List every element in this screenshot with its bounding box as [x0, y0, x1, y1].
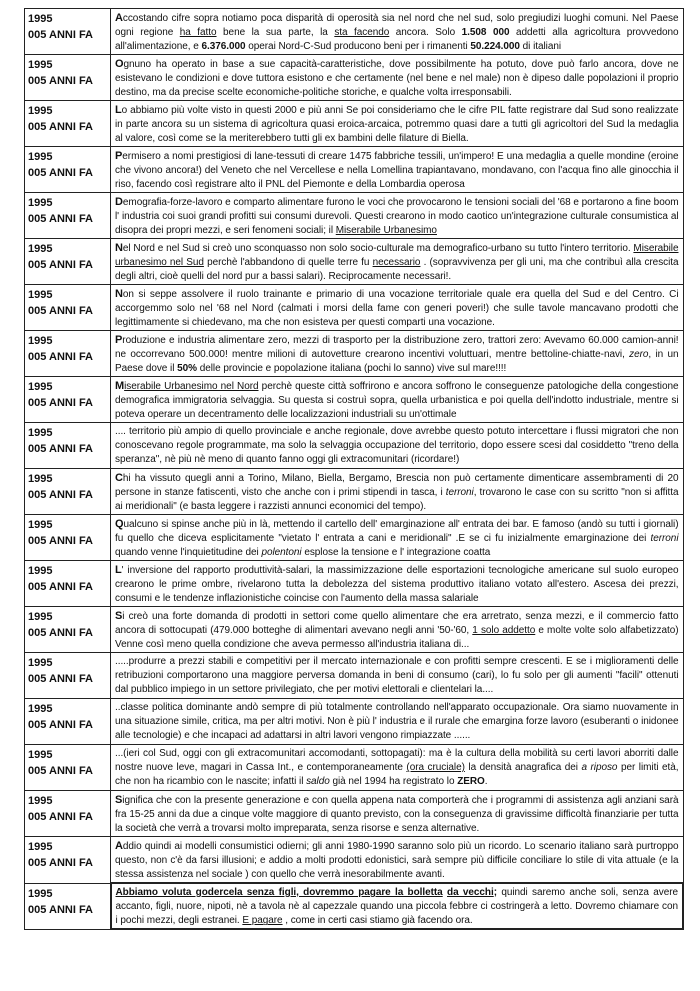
years-ago-label: 005 ANNI FA: [28, 535, 94, 547]
date-cell: [25, 699, 111, 745]
text-segment: .: [484, 776, 488, 788]
paragraph-cell: [111, 423, 684, 469]
text-segment: 1 solo addetto: [472, 625, 536, 637]
table-row: [25, 331, 684, 377]
text-segment: hi ha vissuto quegli anni a Torino, Milano, Biella, Bergamo, Brescia non può certamente dimenticare assembramenti di 20 persone in stanze fatiscenti, visto che anche con i primi stipendi in tasca, i: [115, 473, 679, 499]
paragraph-text: [111, 331, 683, 376]
table-body: [25, 9, 684, 930]
text-segment: ancora. Solo: [389, 27, 462, 39]
years-ago-label: 005 ANNI FA: [28, 673, 94, 685]
initial-letter: O: [115, 58, 124, 70]
years-ago-label: 005 ANNI FA: [28, 581, 94, 593]
text-segment: ;: [493, 887, 498, 898]
years-ago-label: 005 ANNI FA: [28, 397, 94, 409]
text-segment: operai Nord-C-Sud producono beni per i rimanenti: [245, 41, 471, 53]
text-segment: zero: [629, 349, 649, 361]
table-row: [25, 883, 684, 929]
document-page: [24, 8, 684, 930]
table-row: [25, 561, 684, 607]
paragraph-cell: [111, 837, 684, 884]
initial-letter: C: [115, 472, 123, 484]
paragraph-text: [111, 607, 683, 652]
text-segment: emografia-forze-lavoro e comparto alimentare furono le voci che provocarono le tensioni sociali del '68 e portarono a fine boom l' industria coi suoi grandi profitti sui consumi durevoli. Questi crearono in modo caotico un'integrazione culturale consumistica al disopra dei propri mezzi, e seri fenomeni sociali; il: [115, 197, 679, 237]
year-label: 1995: [28, 427, 53, 439]
years-ago-label: 005 ANNI FA: [28, 305, 94, 317]
paragraph-cell: [111, 101, 684, 147]
paragraph-text: [111, 193, 683, 238]
text-segment: .....produrre a prezzi stabili e competitivi per il mercato internazionale e con profitti sempre crescenti. E se i miglioramenti delle retribuzioni comportarono una maggiore perversa domanda in beni di consumo (cari), lo fu solo per gli aumenti "facili" ottenuti dal pubblico impiego in un settore privilegiato, che per motivi elettorali e clientelari la....: [115, 656, 679, 696]
text-segment: ' inversione del rapporto produttività-salari, la massimizzazione delle esportazioni tecnologiche americane sul suolo europeo crearono le prime ombre, rivelarono tutta la debolezza del sistema produttivo italiano votato all'estero. Ascesa dei prezzi, consumi e le tendenze inflazionistiche coincise con l'aumento della massa salariale: [115, 565, 679, 605]
paragraph-cell: [111, 515, 684, 561]
table-row: [25, 515, 684, 561]
year-label: 1995: [28, 197, 53, 209]
paragraph-cell: [111, 377, 684, 423]
date-cell: [25, 745, 111, 791]
years-ago-label: 005 ANNI FA: [28, 811, 94, 823]
year-label: 1995: [28, 519, 53, 531]
text-segment: necessario: [372, 257, 421, 269]
text-segment: , in un Paese dove il: [115, 349, 679, 375]
years-ago-label: 005 ANNI FA: [28, 351, 94, 363]
years-ago-label: 005 ANNI FA: [28, 489, 94, 501]
text-segment: iserabile Urbanesimo nel Nord: [124, 381, 259, 392]
date-cell: [25, 285, 111, 331]
text-segment: ha fatto: [179, 27, 217, 39]
paragraph-cell: [111, 9, 684, 55]
date-cell: [25, 561, 111, 607]
paragraph-text: [111, 699, 683, 744]
date-cell: [25, 837, 111, 884]
table-row: [25, 239, 684, 285]
paragraph-text: [111, 791, 683, 836]
text-segment: ermisero a nomi prestigiosi di lane-tessuti di creare 1475 fabbriche tessili, un'impero! E una medaglia a quelle mondine (eroine che vivono ancora!) del Veneto che nel Vercellese e nella Lomellina trapiantavano, mondavano, con l'acqua fino alle ginocchia il riso, facendo così registrare alto il PNL del Piemonte e della Lombardia operosa: [115, 151, 679, 191]
years-ago-label: 005 ANNI FA: [28, 627, 94, 639]
paragraph-cell: [111, 653, 684, 699]
year-label: 1995: [28, 289, 53, 301]
year-label: 1995: [28, 749, 53, 761]
paragraph-text: [111, 515, 683, 560]
paragraph-cell: [111, 147, 684, 193]
paragraph-text: [111, 561, 683, 606]
years-ago-label: 005 ANNI FA: [28, 259, 94, 271]
year-label: 1995: [28, 841, 53, 853]
paragraph-text: [111, 239, 683, 284]
text-segment: ...(ieri col Sud, oggi con gli extracomunitari accomodanti, sottopagati): ma è la cultura della mobilità su certi lavori aborriti dalle nostre nuove leve, magari in Cassa Int., e contemporaneamente: [115, 748, 679, 774]
text-segment: i creò una forte domanda di prodotti in settori come quello alimentare che era arretrato, senza mezzi, e il commercio fatto ancora di sottocupati (479.000 botteghe di alimentari avevano negli anni '50-'60,: [115, 611, 679, 637]
text-segment: 6.376.000: [201, 41, 246, 53]
years-ago-label: 005 ANNI FA: [28, 121, 94, 133]
date-cell: [25, 9, 111, 55]
text-segment: di italiani: [519, 41, 562, 53]
text-segment: Miserabile urbanesimo nel Sud: [115, 243, 679, 269]
paragraph-text: [111, 9, 683, 54]
date-cell: [25, 239, 111, 285]
table-row: [25, 791, 684, 837]
paragraph-cell: [111, 239, 684, 285]
paragraph-cell: [111, 607, 684, 653]
table-row: [25, 469, 684, 515]
text-segment: . (sopravvivenza per gli uni, ma che contribuì alla crescita degli altri, cioè quelli del nord pur a bassi salari). Reciprocamente necessari!.: [115, 257, 679, 283]
year-label: 1995: [28, 565, 53, 577]
table-row: [25, 285, 684, 331]
text-segment: e molte volte solo alfabetizzato) Venne così meno quella condizione che aveva permesso all'industria italiana di...: [115, 625, 679, 651]
text-segment: già nel 1994 ha registrato lo: [329, 776, 458, 788]
text-segment: ..classe politica dominante andò sempre di più totalmente controllando nell'apparato occupazionale. Ora siamo nuovamente in una situazione simile, critica, ma per altri motivi. Non è più l' industria e il rurale che emargina forze lavoro (esuberanti o inidonee alle tecnologie) e che incapaci ad adattarsi in altri lavori vengono rimpiazzate ......: [115, 702, 679, 742]
years-ago-label: 005 ANNI FA: [28, 903, 94, 916]
date-cell: [25, 515, 111, 561]
year-label: 1995: [28, 657, 53, 669]
year-label: 1995: [28, 105, 53, 117]
paragraph-text: [111, 377, 683, 422]
table-row: [25, 423, 684, 469]
paragraph-text: [111, 469, 683, 514]
text-segment: esplose la tensione e l' integrazione coatta: [301, 547, 491, 559]
paragraph-cell: [111, 55, 684, 101]
text-segment: 50.224.000: [470, 41, 520, 53]
text-segment: (ora cruciale): [406, 762, 465, 774]
initial-letter: L: [115, 104, 122, 116]
table-row: [25, 699, 684, 745]
text-segment: quindi saremo anche soli, senza avere accanto, figli, nuore, nipoti, nè a tavola nè al capezzale quando una piccola febbre ci costringerà a letto. Dovremo chiamare con i pochi mezzi, degli estranei.: [115, 887, 678, 927]
paragraph-cell: [111, 561, 684, 607]
text-segment: on si seppe assolvere il ruolo trainante e primario di una vocazione territoriale quale era quella del Sud e del Centro. Ci accorgemmo solo nel '68 nel Nord (calmati i morsi della fame con generi poveri!) che sulle tavole mancavano prodotti che legittimamente si chiedevano, ma che non esisteva per questi comparti una vocazione.: [115, 289, 679, 329]
text-segment: 1.508 000: [461, 27, 510, 39]
date-cell: [25, 331, 111, 377]
date-cell: [25, 377, 111, 423]
year-label: 1995: [28, 335, 53, 347]
year-label: 1995: [28, 151, 53, 163]
text-segment: perchè queste città soffrirono e ancora soffrono le conseguenze patologiche della congestione demografica immigratoria selvaggia. Su questa si costruì sopra, quella urbanistica e poi quella dell'indotto industriale, mentre si poteva operare un decentramento delle localizzazioni industriali su un'ottimale: [115, 381, 679, 421]
table-row: [25, 193, 684, 239]
text-segment: gnuno ha operato in base a sue capacità-caratteristiche, dove possibilmente ha potuto, dove può farlo ancora, dove ne esistevano le condizioni e dove tuttora esistono e che certamente (nel bene e nel male) non è dipeso dalle popolazioni il proprio destino, ma da precise scelte economiche-politiche storiche, e qualche volta irresponsabili.: [115, 59, 679, 99]
text-segment: delle provincie e popolazione italiana (pochi lo sanno) vive sul mare!!!!: [197, 363, 507, 375]
paragraph-text: [111, 837, 683, 882]
date-cell: [25, 55, 111, 101]
table-row: [25, 55, 684, 101]
paragraph-text: [111, 423, 683, 468]
text-segment: terroni: [445, 487, 474, 499]
years-ago-label: 005 ANNI FA: [28, 167, 94, 179]
years-ago-label: 005 ANNI FA: [28, 75, 94, 87]
initial-letter: S: [115, 610, 123, 622]
paragraph-cell: [111, 699, 684, 745]
text-segment: bene la sua parte, la: [216, 27, 335, 39]
text-segment: per limiti età, che non ha ricambio con le nascite; infatti il: [115, 762, 679, 788]
text-segment: ualcuno si spinse anche più in là, mettendo il cartello dell' emarginazione all' entrata dei bar. E famoso (andò su tutti i giornali) fu quello che diceva esplicitamente "vietato l' entrata a cani e meridionali" .E se ci fu inizialmente emarginazione dei: [115, 519, 679, 545]
years-ago-label: 005 ANNI FA: [28, 765, 94, 777]
text-segment: quando venne l'inquietitudine dei: [115, 547, 262, 559]
initial-letter: L: [115, 564, 122, 576]
text-segment: o abbiamo più volte visto in questi 2000 e più anni Se poi consideriamo che le cifre PIL fatte registrare dal Sud sono realizzate in parte ancora su un sistema di agricoltura quasi eroica-arcaica, potremmo quasi dare a tutti gli agricoltori del Sud la medaglia al valore, così come se la meriterebbero tutti gli ex bambini delle filature di Biella.: [115, 105, 679, 145]
text-segment: ddio quindi ai modelli consumistici odierni; gli anni 1980-1990 saranno solo più un ricordo. Lo scenario italiano sarà purtroppo questo, non c'è da farsi illusioni; e addio a molti prodotti edonistici, sarà sempre più difficile conciliare lo stile di vita attuale (e la stessa assistenza nel sociale ) con quello che verrà inesorabilmente avanti.: [115, 841, 679, 881]
text-segment: Abbiamo voluta godercela senza figli, dovremmo pagare la bolletta: [115, 887, 443, 898]
text-segment: saldo: [306, 776, 330, 788]
paragraph-cell: [111, 791, 684, 837]
text-segment: , trovarono le case con su scritto "non si affitta ai meridionali" (e basta leggere i razzisti annunci economici del tempo).: [115, 487, 679, 513]
text-segment: polentoni: [261, 547, 302, 559]
date-cell: [25, 193, 111, 239]
chronicle-table: [24, 8, 684, 930]
year-label: 1995: [28, 795, 53, 807]
table-row: [25, 653, 684, 699]
year-label: 1995: [28, 473, 53, 485]
date-cell: [25, 423, 111, 469]
years-ago-label: 005 ANNI FA: [28, 213, 94, 225]
paragraph-text: [111, 745, 683, 790]
paragraph-cell: [111, 331, 684, 377]
paragraph-text: [111, 285, 683, 330]
year-label: 1995: [28, 381, 53, 393]
text-segment: ignifica che con la presente generazione e con quella appena nata comporterà che i programmi di assistenza agli anziani sarà fra 15-25 anni da due a cinque volte maggiore di quanto previsto, con la conseguenza di gravissime difficoltà finanziarie per tutta la società che verrà a trovarsi molto impreparata, senza risorse e senza alternative.: [115, 795, 679, 835]
years-ago-label: 005 ANNI FA: [28, 719, 94, 731]
text-segment: ZERO: [457, 776, 485, 788]
paragraph-text: [111, 147, 683, 192]
table-row: [25, 9, 684, 55]
initial-letter: S: [115, 794, 123, 806]
year-label: 1995: [28, 243, 53, 255]
paragraph-text: [111, 55, 683, 100]
paragraph-cell: [111, 469, 684, 515]
text-segment: terroni: [650, 533, 679, 545]
paragraph-cell: [111, 745, 684, 791]
year-label: 1995: [28, 59, 53, 71]
paragraph-text: [112, 884, 683, 928]
table-row: [25, 607, 684, 653]
paragraph-cell: [111, 193, 684, 239]
initial-letter: M: [115, 380, 125, 392]
table-row: [25, 837, 684, 884]
paragraph-cell: [111, 883, 684, 929]
years-ago-label: 005 ANNI FA: [28, 29, 94, 41]
initial-letter: P: [115, 334, 123, 346]
table-row: [25, 147, 684, 193]
text-segment: el Nord e nel Sud si creò uno sconquasso non solo socio-culturale ma demografico-urbano su tutto l'intero territorio.: [122, 243, 634, 254]
text-segment: sta facendo: [334, 27, 390, 39]
text-segment: addetti alla agricoltura provvedono all'alimentazione, e: [115, 27, 679, 53]
paragraph-text: [111, 101, 683, 146]
text-segment: E pagare: [242, 915, 283, 927]
date-cell: [25, 607, 111, 653]
initial-letter: A: [115, 840, 123, 852]
text-segment: Miserabile Urbanesimo: [335, 225, 437, 237]
text-segment: roduzione e industria alimentare zero, mezzi di trasporto per la distribuzione zero, trattori zero: Avevamo 60.000 camion-anni! ne occorrevano 500.000! mentre milioni di autovetture crearono incentivi voluttuari, mentre bettoline-chiatte-navi,: [115, 335, 679, 361]
date-cell: [25, 101, 111, 147]
year-label: 1995: [28, 887, 53, 900]
text-segment: perchè l'abbandono di quelle terre fu: [203, 257, 373, 269]
paragraph-cell: [111, 285, 684, 331]
initial-letter: D: [115, 196, 123, 208]
text-segment: ccostando cifre sopra notiamo poca disparità di operosità sia nel nord che nel sud, solo pregiudizi luoghi comuni. Nel Paese ogni regione: [115, 13, 679, 39]
date-cell: [25, 791, 111, 837]
text-segment: da vecchi: [447, 887, 494, 898]
table-row: [25, 745, 684, 791]
date-cell: [25, 883, 111, 929]
year-label: 1995: [28, 703, 53, 715]
initial-letter: N: [115, 288, 123, 300]
paragraph-text: [111, 653, 683, 698]
initial-letter: N: [115, 242, 123, 254]
initial-letter: A: [115, 12, 123, 24]
table-row: [25, 377, 684, 423]
date-cell: [25, 653, 111, 699]
years-ago-label: 005 ANNI FA: [28, 443, 94, 455]
initial-letter: Q: [115, 518, 124, 530]
text-segment: a riposo: [581, 762, 618, 774]
year-label: 1995: [28, 611, 53, 623]
text-segment: .... territorio più ampio di quello provinciale e anche regionale, dove avrebbe questo potuto intercettare i flussi migratori che non conoscevano regole programmate, ma solo la selvaggia occupazione del territorio, dopo essere scesi dal cosiddetto "treno della speranza", nè più nè meno di quanto fanno oggi gli extracomunitari (ricordare!): [115, 426, 679, 466]
text-segment: 50%: [177, 363, 197, 375]
date-cell: [25, 147, 111, 193]
years-ago-label: 005 ANNI FA: [28, 857, 94, 869]
text-segment: , come in certi casi stiamo già facendo ora.: [282, 915, 473, 927]
text-segment: la densità anagrafica dei: [464, 762, 582, 774]
initial-letter: P: [115, 150, 123, 162]
date-cell: [25, 469, 111, 515]
table-row: [25, 101, 684, 147]
year-label: 1995: [28, 13, 53, 25]
